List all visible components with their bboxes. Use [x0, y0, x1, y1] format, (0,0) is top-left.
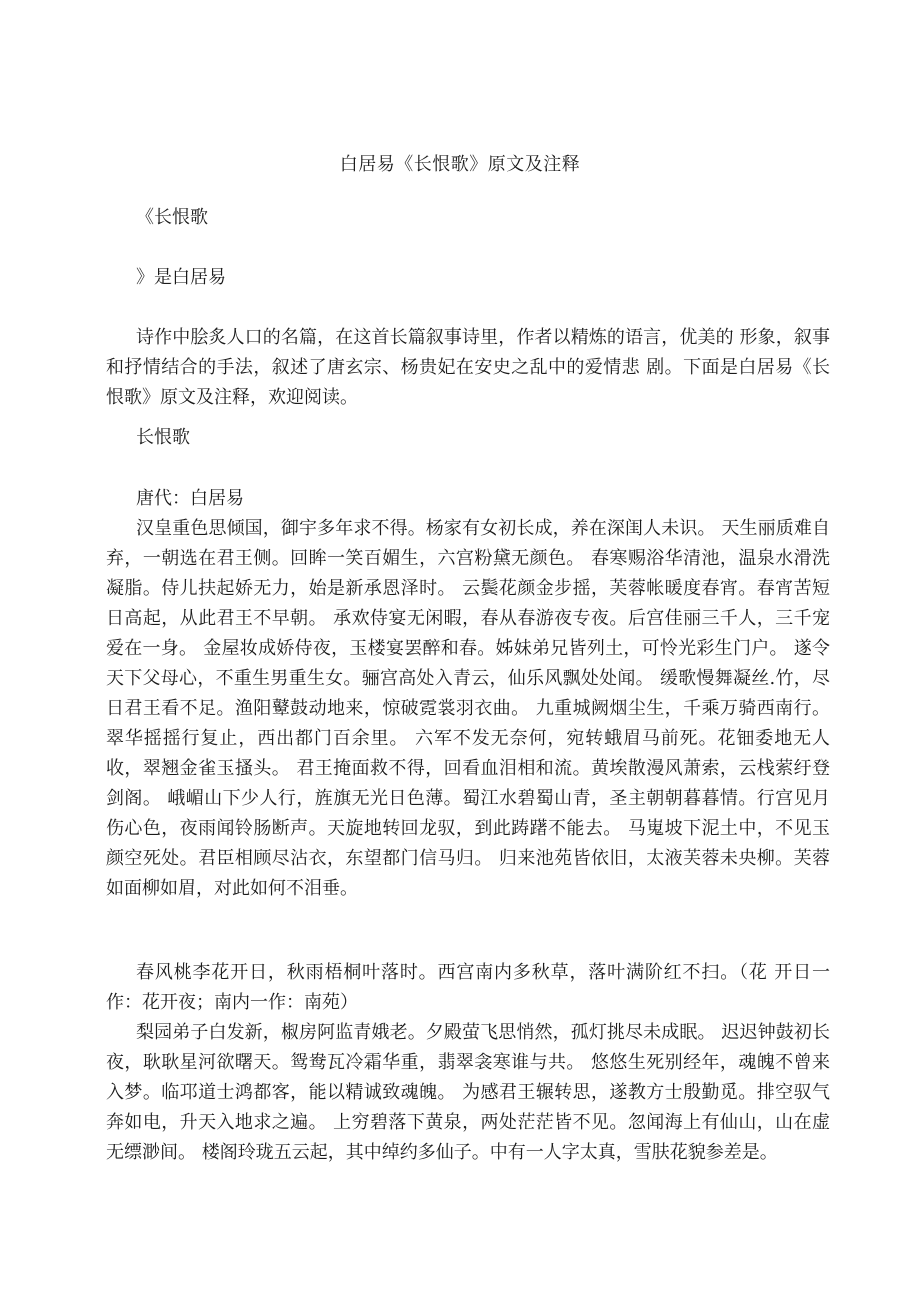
intro-paragraph: 诗作中脍炙人口的名篇，在这首长篇叙事诗里，作者以精炼的语言，优美的 形象，叙事和抒情结合的手法，叙述了唐玄宗、杨贵妃在安史之乱中的爱情悲 剧。下面是白居易《长恨歌》原文及注释，欢迎阅读。 — [106, 327, 830, 408]
page-title: 白居易《长恨歌》原文及注释 — [339, 154, 581, 175]
author-line: 唐代：白居易 — [136, 488, 244, 509]
poem-stanza-2: 春风桃李花开日，秋雨梧桐叶落时。西宫南内多秋草，落叶满阶红不扫。（花 开日一作：花开夜；南内一作：南苑） — [106, 962, 830, 1013]
intro-line-2: 》是白居易 — [136, 267, 226, 288]
poem-stanza-1: 汉皇重色思倾国，御宇多年求不得。杨家有女初长成，养在深闺人未识。 天生丽质难自弃，一朝选在君王侧。回眸一笑百媚生，六宫粉黛无颜色。 春寒赐浴华清池，温泉水滑洗凝脂。侍儿扶起娇无力，始是新承恩泽时。 云鬓花颜金步摇，芙蓉帐暖度春宵。春宵苦短日高起，从此君王不早朝。 承欢侍宴无闲暇，春从春游夜专夜。后宫佳丽三千人，三千宠爱在一身。 金屋妆成娇侍夜，玉楼宴罢醉和春。姊妹弟兄皆列土，可怜光彩生门户。 遂令天下父母心，不重生男重生女。骊宫高处入青云，仙乐风飘处处闻。 缓歌慢舞凝丝.竹，尽日君王看不足。渔阳鼙鼓动地来，惊破霓裳羽衣曲。 九重城阙烟尘生，千乘万骑西南行。翠华摇摇行复止，西出都门百余里。 六军不发无奈何，宛转蛾眉马前死。花钿委地无人收，翠翘金雀玉搔头。 君王掩面救不得，回看血泪相和流。黄埃散漫风萧索，云栈萦纡登剑阁。 峨嵋山下少人行，旌旗无光日色薄。蜀江水碧蜀山青，圣主朝朝暮暮情。行宫见月伤心色，夜雨闻铃肠断声。天旋地转回龙驭，到此踌躇不能去。 马嵬坡下泥土中，不见玉颜空死处。君臣相顾尽沾衣，东望都门信马归。 归来池苑皆依旧，太液芙蓉未央柳。芙蓉如面柳如眉，对此如何不泪垂。 — [106, 518, 830, 899]
intro-line-1: 《长恨歌 — [136, 207, 208, 228]
poem-stanza-3: 梨园弟子白发新，椒房阿监青娥老。夕殿萤飞思悄然，孤灯挑尽未成眠。 迟迟钟鼓初长夜，耿耿星河欲曙天。鸳鸯瓦冷霜华重，翡翠衾寒谁与共。 悠悠生死别经年，魂魄不曾来入梦。临邛道士鸿都客，能以精诚致魂魄。 为感君王辗转思，遂教方士殷勤觅。排空驭气奔如电，升天入地求之遍。 上穷碧落下黄泉，两处茫茫皆不见。忽闻海上有仙山，山在虚无缥渺间。 楼阁玲珑五云起，其中绰约多仙子。中有一人字太真，雪肤花貌参差是。 — [106, 1022, 830, 1163]
poem-title: 长恨歌 — [136, 427, 190, 448]
